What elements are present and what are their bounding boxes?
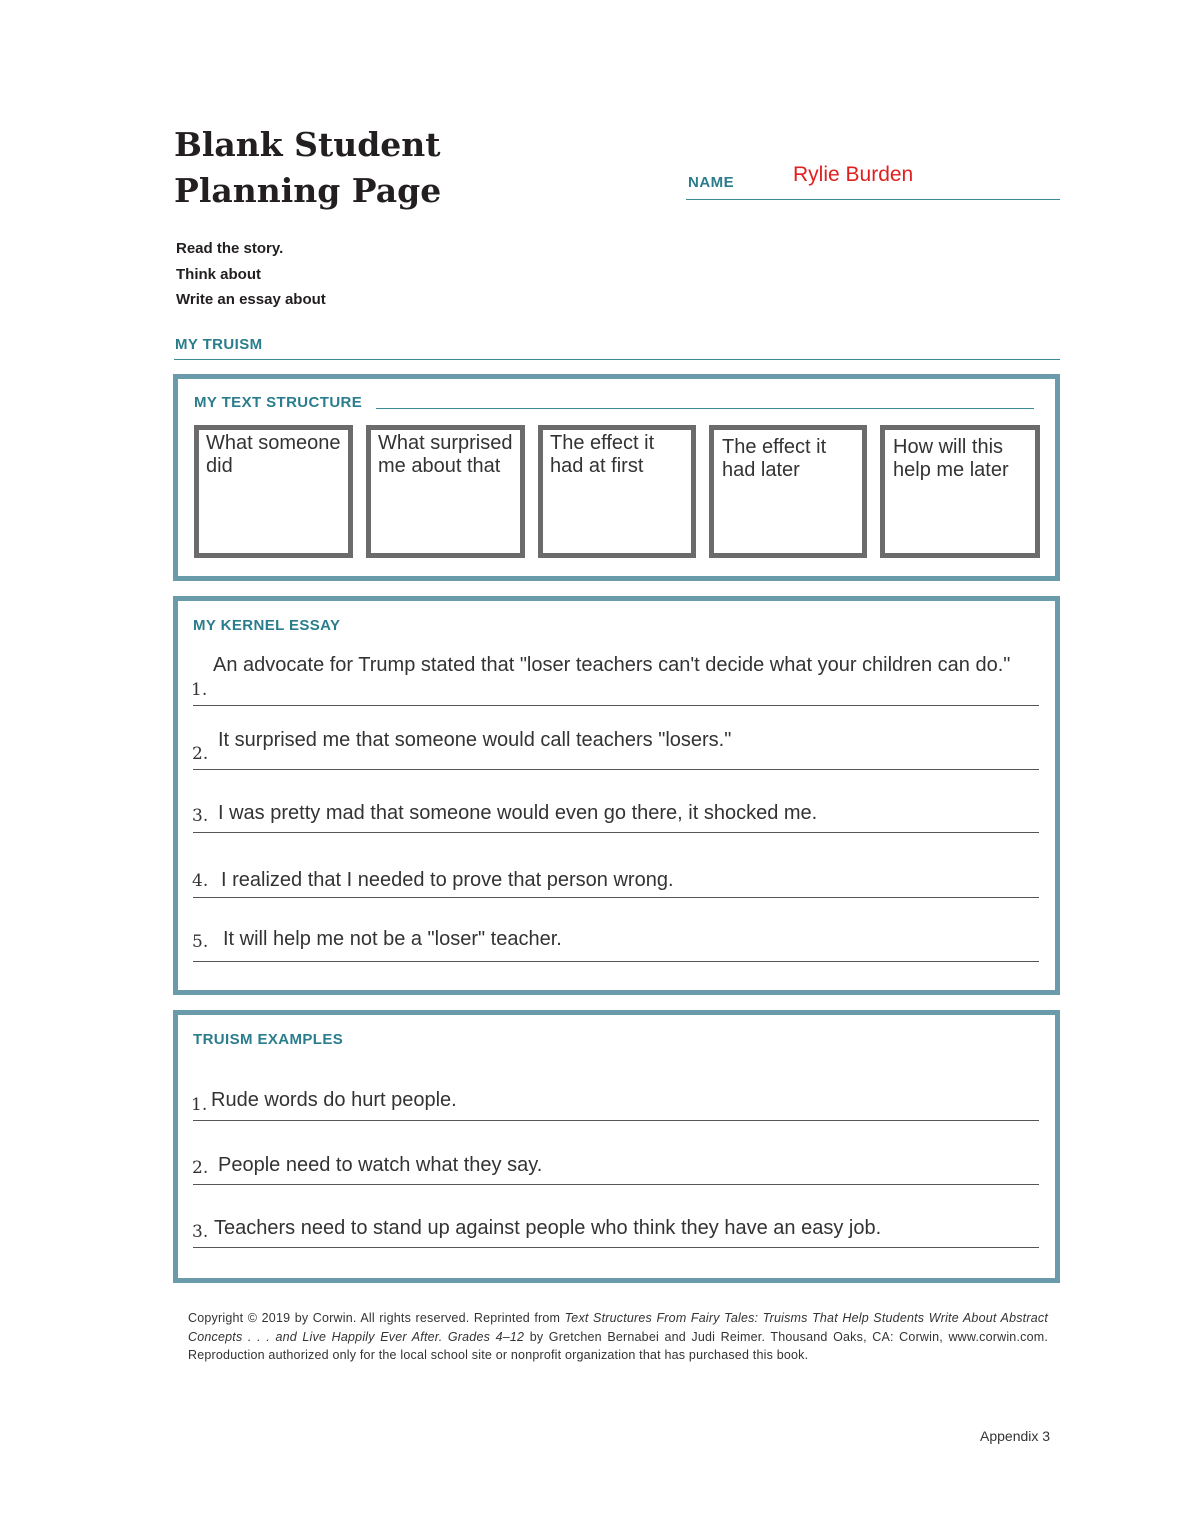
- instruction-read: Read the story.: [176, 240, 284, 257]
- page-title: [174, 122, 534, 214]
- kernel-line-3-rule: [193, 832, 1039, 833]
- example-line-3-rule: [193, 1247, 1039, 1248]
- truism-examples-label: TRUISM EXAMPLES: [193, 1031, 344, 1048]
- page-title-line-2: Planning Page: [174, 171, 442, 210]
- example-line-2-number: 2.: [192, 1158, 209, 1178]
- copyright-text-end: by Gretchen Bernabei and Judi Reimer. Thousand Oaks, CA: Corwin, www.corwin.com. Reproduction authorized only for the local school site or nonprofit organization that has purchased this book.: [188, 1329, 1049, 1362]
- kernel-essay-label: MY KERNEL ESSAY: [193, 617, 341, 634]
- kernel-line-3-number: 3.: [192, 806, 209, 826]
- name-underline: [686, 199, 1060, 200]
- structure-box-1[interactable]: [194, 425, 353, 558]
- structure-box-3-text: The effect it had at first: [550, 432, 655, 477]
- structure-box-2-text: What surprised me about that: [378, 432, 513, 477]
- example-line-3-number: 3.: [192, 1222, 209, 1242]
- structure-box-1-text: What someone did: [206, 432, 341, 477]
- example-line-1-text[interactable]: Rude words do hurt people.: [211, 1089, 457, 1111]
- name-label: NAME: [688, 174, 735, 191]
- copyright-text-start: Copyright © 2019 by Corwin. All rights reserved. Reprinted from: [188, 1311, 565, 1325]
- structure-box-2[interactable]: [366, 425, 525, 558]
- kernel-line-3-text[interactable]: I was pretty mad that someone would even go there, it shocked me.: [218, 802, 818, 824]
- kernel-line-2-rule: [193, 769, 1039, 770]
- kernel-line-1-rule: [193, 705, 1039, 706]
- kernel-line-4-number: 4.: [192, 871, 209, 891]
- kernel-line-2-text[interactable]: It surprised me that someone would call teachers "losers.": [218, 729, 732, 751]
- text-structure-input-line[interactable]: [376, 408, 1034, 409]
- copyright-notice: [188, 1309, 1048, 1365]
- instruction-write: Write an essay about: [176, 291, 326, 308]
- truism-input-line[interactable]: [174, 359, 1060, 360]
- instruction-think: Think about: [176, 266, 261, 283]
- structure-box-3[interactable]: [538, 425, 696, 558]
- kernel-line-5-text[interactable]: It will help me not be a "loser" teacher.: [223, 928, 562, 950]
- structure-box-4-text: The effect it had later: [722, 436, 827, 481]
- text-structure-label: MY TEXT STRUCTURE: [194, 394, 363, 411]
- example-line-3-text[interactable]: Teachers need to stand up against people who think they have an easy job.: [214, 1217, 882, 1239]
- appendix-label: Appendix 3: [980, 1428, 1051, 1444]
- structure-box-5-text: How will this help me later: [893, 436, 1009, 481]
- kernel-line-1-text[interactable]: An advocate for Trump stated that "loser teachers can't decide what your children can do.": [213, 654, 1011, 676]
- truism-examples-panel: [173, 1010, 1060, 1283]
- name-field[interactable]: Rylie Burden: [793, 163, 914, 186]
- structure-box-5[interactable]: [880, 425, 1040, 558]
- truism-label: MY TRUISM: [175, 336, 263, 353]
- kernel-line-4-text[interactable]: I realized that I needed to prove that person wrong.: [221, 869, 674, 891]
- example-line-1-rule: [193, 1120, 1039, 1121]
- example-line-2-text[interactable]: People need to watch what they say.: [218, 1154, 543, 1176]
- page-title-line-1: Blank Student: [174, 125, 441, 164]
- kernel-line-1-number: 1.: [191, 680, 208, 700]
- structure-box-4[interactable]: [709, 425, 867, 558]
- example-line-2-rule: [193, 1184, 1039, 1185]
- kernel-line-5-number: 5.: [192, 932, 209, 952]
- kernel-line-2-number: 2.: [192, 744, 209, 764]
- example-line-1-number: 1.: [191, 1095, 208, 1115]
- kernel-line-5-rule: [193, 961, 1039, 962]
- book-title: Text Structures From Fairy Tales: Truisms That Help Students Write About Abstract Concepts . . . and Live Happily Ever After. Grades 4–12: [188, 1311, 1048, 1344]
- kernel-line-4-rule: [193, 897, 1039, 898]
